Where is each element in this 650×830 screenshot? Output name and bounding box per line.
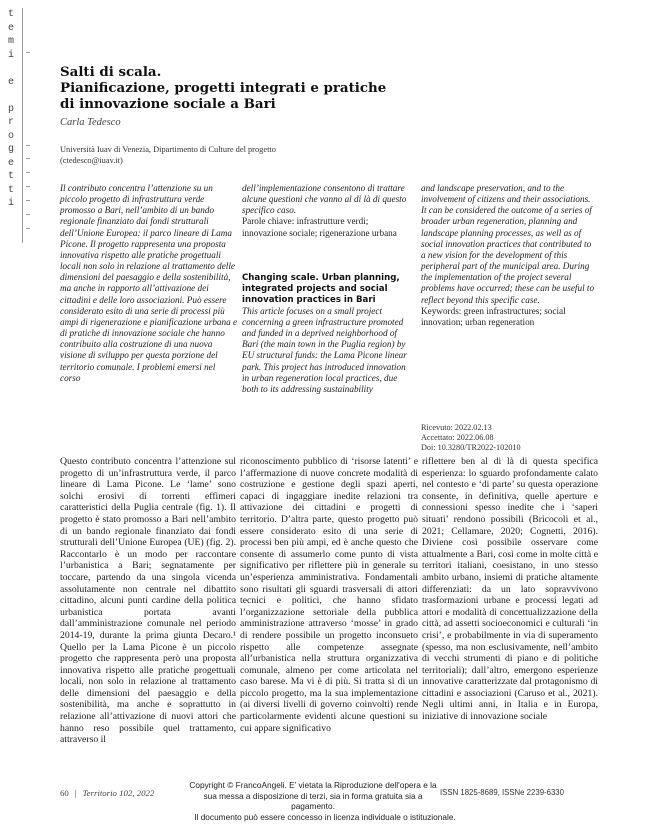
sidebar-tick <box>26 172 30 173</box>
page-footer <box>60 788 154 798</box>
sidebar-tick <box>26 145 30 146</box>
received-date: Ricevuto: 2022.02.13 <box>421 423 492 432</box>
title-line: Pianificazione, progetti integrati e pratiche <box>60 80 387 96</box>
abstract-column-3 <box>421 183 597 328</box>
section-sidebar <box>0 8 22 243</box>
accepted-date: Accettato: 2022.06.08 <box>421 432 494 442</box>
issn: ISSN 1825-8689, ISSNe 2239-6330 <box>440 788 564 797</box>
body-column-3: riflettere ben al di là di questa specifica esperienza: lo sguardo profondamente calato nel contesto e ‘di parte’ su questa operazione consente, in definitiva, quelle aperture e connessioni spesso inedite che i ‘saperi situati’ rendono possibili (Bricocoli et al., 2021; Cellamare, 2020; Cognetti, 2016). Diviene così possibile osservare come attualmente a Bari, così come in molte città e territori italiani, coesistano, in uno stesso ambito urbano, insiemi di pratiche altamente differenziati: da un lato sopravvivono trasformazioni urbane e processi legati ad attori e modalità di concettualizzazione della città, ad assetti socioeconomici e culturali ‘in crisi’, e probabilmente in via di superamento (spesso, ma non esclusivamente, nell’ambito di vecchi strumenti di piano e di politiche territoriali); dall’altro, emergono esperienze innovative caratterizzate dal protagonismo di cittadini e associazioni (Caruso et al., 2021). Negli ultimi anni, in Italia e in Europa, iniziative di innovazione sociale <box>422 456 598 723</box>
author-name: Carla Tedesco <box>60 117 121 128</box>
copyright-notice: Copyright © FrancoAngeli. E’ vietata la Riproduzione dell'opera e la sua messa a disposizione di terzi, sia in forma gratuita sia a pagamento. <box>189 780 437 812</box>
sidebar-tick <box>26 228 30 229</box>
license-notice: Il documento può essere concesso in licenza individuale o istituzionale. <box>194 812 456 822</box>
journal-name: Territorio 102, 2022 <box>82 788 155 798</box>
abstract-column-1 <box>60 183 238 384</box>
abstract-en-text-continued: and landscape preservation, and to the involvement of citizens and their associations. It can be considered the outcome of a series of broader urban regeneration, planning and landscape planning processes, as well as of social innovation practices that contributed to a new vision for the development of this peripheral part of the municipal area. During the implementation of the project several problems have occurred; these can be useful to reflect beyond this specific case. <box>421 183 595 305</box>
article-metadata <box>421 423 521 452</box>
abstract-it-text: Il contributo concentra l’attenzione su un piccolo progetto di infrastruttura verde promosso a Bari, nell’ambito di un bando regionale finanziato dai fondi strutturali dell’Unione Europea: il parco lineare di Lama Picone. Il progetto rappresenta una proposta innovativa rispetto alle pratiche progettuali locali non solo in relazione al trattamento delle dimensioni del paesaggio e della sostenibilità, ma anche in rapporto all’attivazione dei cittadini e delle loro associazioni. Può essere considerato esito di una serie di processi più ampi di rigenerazione e pianificazione urbana e di pratiche di innovazione sociale che hanno contribuito alla costruzione di una nuova visione di sviluppo per questa porzione del territorio comunale. I problemi emersi nel corso <box>60 183 238 383</box>
section-label: t e m i e p r o g e t t i <box>7 9 14 209</box>
body-column-1: Questo contributo concentra l’attenzione sul progetto di un’infrastruttura verde, il parco lineare di Lama Picone. Le ‘lame’ sono solchi erosivi di torrenti effimeri caratteristici della Puglia centrale (fig. 1). Il progetto è stato promosso a Bari nell’ambito di un bando regionale finanziato dai fondi strutturali dell’Unione Europea (UE) (fig. 2). Raccontarlo è un modo per raccontare l’urbanistica a Bari; segnatamente per toccare, partendo da una singola vicenda assolutamente non centrale nel dibattito cittadino, alcuni punti cardine della politica urbanistica portata avanti dall’amministrazione comunale nel periodo 2014-19, durante la prima giunta Decaro.¹ Quello per la Lama Picone è un piccolo progetto che rappresenta però una proposta innovativa rispetto alle pratiche progettuali locali, non solo in relazione al trattamento delle dimensioni del paesaggio e della sostenibilità, ma anche e soprattutto in relazione all’attivazione di nuovi attori che hanno reso possibile quel trattamento, attraverso il <box>60 456 236 746</box>
title-line: di innovazione sociale a Bari <box>60 96 276 112</box>
sidebar-tick <box>26 186 30 187</box>
abstract-column-2 <box>242 183 414 395</box>
author-affiliation <box>60 144 276 166</box>
doi: Doi: 10.3280/TR2022-102010 <box>421 442 521 452</box>
abstract-it-text-continued: dell’implementazione consentono di trattare alcune questioni che vanno al di là di questo specifico caso. <box>242 183 407 216</box>
article-title <box>60 64 400 112</box>
sidebar-tick <box>26 158 30 159</box>
affiliation-line: Università Iuav di Venezia, Dipartimento di Culture del progetto <box>60 145 276 154</box>
keywords-it: Parole chiave: infrastrutture verdi; innovazione sociale; rigenerazione urbana <box>242 216 397 238</box>
sidebar-tick <box>26 214 30 215</box>
page-number: 60 <box>60 788 69 798</box>
footer-separator: | <box>74 788 77 798</box>
sidebar-tick <box>26 52 30 53</box>
abstract-en-title: Changing scale. Urban planning, integrated projects and social innovation practices in Bari <box>242 272 400 305</box>
body-column-2: riconoscimento pubblico di ‘risorse latenti’ e l’affermazione di nuove concrete modalità di costruzione e gestione degli spazi aperti, capaci di ingaggiare inedite relazioni tra attivazione dei cittadini e progetti di territorio. D’altra parte, questo progetto può essere considerato esito di una serie di processi ben più ampi, ed è anche questo che consente di assumerlo come punto di vista significativo per riflettere più in generale su un’esperienza amministrativa. Fondamentali sono risultati gli sguardi trasversali di attori tecnici e politici, che hanno sfidato l’organizzazione settoriale della pubblica amministrazione attraverso ‘mosse’ in grado di rendere possibile un progetto inconsueto rispetto alle competenze assegnate all’urbanistica nella struttura organizzativa comunale, almeno per come articolata nel caso barese. Ma vi è di più. Si tratta sì di un piccolo progetto, ma la sua implementazione (ai diversi livelli di governo coinvolti) rende particolarmente evidenti alcune questioni su cui appare significativo <box>240 456 418 734</box>
affiliation-line: (ctedesco@iuav.it) <box>60 156 123 165</box>
keywords-en: Keywords: green infrastructures; social innovation; urban regeneration <box>421 305 566 327</box>
title-line: Salti di scala. <box>60 64 162 80</box>
abstract-en-text: This article focuses on a small project concerning a green infrastructure promoted and funded in a deprived neighborhood of Bari (the main town in the Puglia region) by EU structural funds: the Lama Picone linear park. This project has introduced innovation in urban regeneration local practices, due both to its addressing sustainability <box>242 305 407 394</box>
sidebar-tick <box>26 200 30 201</box>
sidebar-rule <box>22 8 23 243</box>
